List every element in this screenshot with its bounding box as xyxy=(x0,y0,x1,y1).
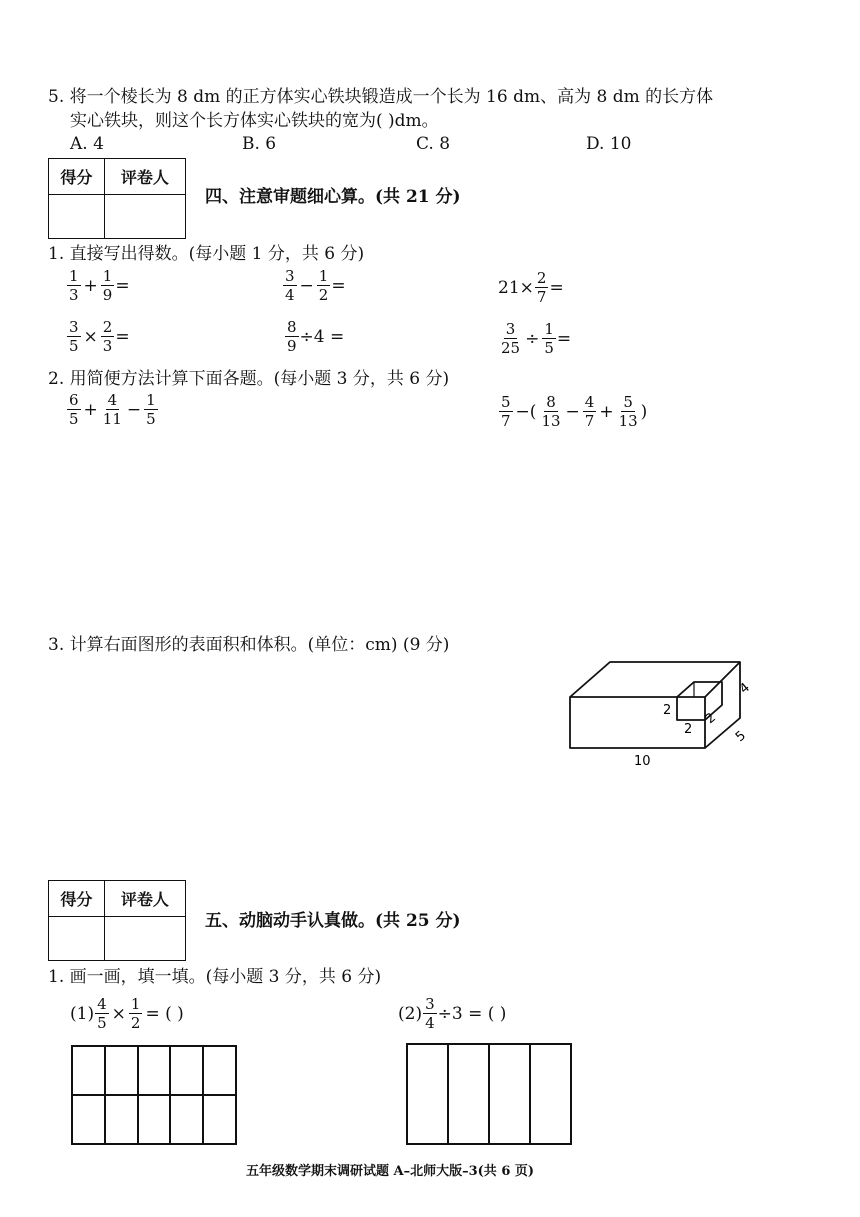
score-header-2: 得分 xyxy=(49,881,105,917)
label-length: 10 xyxy=(634,754,651,769)
calc-item-6: $\frac{3}{25}$ ÷ $\frac{1}{5}$ = xyxy=(501,320,572,357)
simplify-expr-2: $\frac{5}{7}$ −( $\frac{8}{13}$ − $\frac{4}{7}$ + $\frac{5}{13}$ ) xyxy=(501,393,648,430)
drawing-grid-1[interactable] xyxy=(71,1045,237,1145)
q5-option-d[interactable]: D. 10 xyxy=(586,134,632,154)
calc-item-5: $\frac{8}{9}$ ÷4 = xyxy=(287,318,345,355)
s4-p1-title: 1. 直接写出得数。(每小题 1 分，共 6 分) xyxy=(48,244,365,264)
cuboid-top-face xyxy=(570,662,740,697)
grader-cell-2[interactable] xyxy=(104,917,185,961)
calc-item-1: $\frac{1}{3}$ + $\frac{1}{9}$ = xyxy=(69,267,130,304)
s5-p1-title: 1. 画一画，填一填。(每小题 3 分，共 6 分) xyxy=(48,967,382,987)
calc-item-2: $\frac{3}{4}$ − $\frac{1}{2}$ = xyxy=(285,267,346,304)
notch-front xyxy=(677,697,705,720)
label-notch-c: 2 xyxy=(702,710,719,728)
grader-header-2: 评卷人 xyxy=(104,881,185,917)
q5-line2: 实心铁块，则这个长方体实心铁块的宽为( )dm。 xyxy=(70,111,439,131)
q5-line1: 5. 将一个棱长为 8 dm 的正方体实心铁块锻造成一个长为 16 dm、高为 8 dm 的长方体 xyxy=(48,87,714,107)
score-table-2 xyxy=(48,880,186,961)
q5-option-c[interactable]: C. 8 xyxy=(416,134,451,154)
calc-item-3: 21× $\frac{2}{7}$ = xyxy=(498,269,564,306)
calc-item-4: $\frac{3}{5}$ × $\frac{2}{3}$ = xyxy=(69,318,130,355)
grader-cell[interactable] xyxy=(104,195,185,239)
page-footer: 五年级数学期末调研试题 A–北师大版–3(共 6 页) xyxy=(246,1164,535,1179)
q5-option-b[interactable]: B. 6 xyxy=(242,134,277,154)
label-notch-b: 2 xyxy=(684,722,693,737)
score-header: 得分 xyxy=(49,159,105,195)
score-cell[interactable] xyxy=(49,195,105,239)
label-notch-a: 2 xyxy=(663,703,672,718)
label-width: 5 xyxy=(732,728,749,746)
section4-title: 四、注意审题细心算。(共 21 分) xyxy=(205,187,461,207)
cuboid-figure xyxy=(560,652,770,772)
section5-title: 五、动脑动手认真做。(共 25 分) xyxy=(205,911,461,931)
grader-header: 评卷人 xyxy=(104,159,185,195)
drawing-grid-2[interactable] xyxy=(406,1043,572,1145)
q5-option-a[interactable]: A. 4 xyxy=(70,134,104,154)
s4-p2-title: 2. 用简便方法计算下面各题。(每小题 3 分，共 6 分) xyxy=(48,369,450,389)
simplify-expr-1: $\frac{6}{5}$ + $\frac{4}{11}$ − $\frac{1}{5}$ xyxy=(69,391,156,428)
draw-item-2: (2) $\frac{3}{4}$ ÷3 = ( ) xyxy=(398,995,507,1032)
score-table xyxy=(48,158,186,239)
label-height: 4 xyxy=(736,680,753,698)
draw-item-1: (1) $\frac{4}{5}$ × $\frac{1}{2}$ = ( ) xyxy=(70,995,184,1032)
s4-p3-title: 3. 计算右面图形的表面积和体积。(单位：cm) (9 分) xyxy=(48,635,450,655)
score-cell-2[interactable] xyxy=(49,917,105,961)
